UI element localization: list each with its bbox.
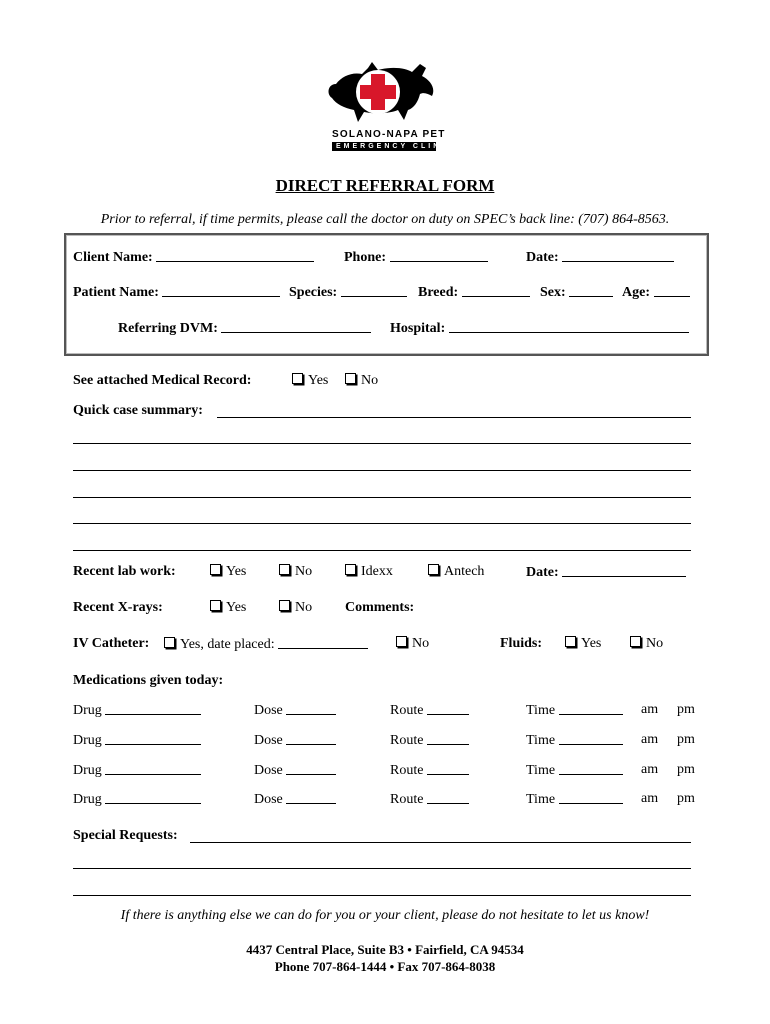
xrays-yes-option[interactable] [210, 600, 246, 616]
dose-field[interactable] [254, 762, 336, 779]
lab-idexx-option[interactable] [345, 564, 393, 580]
sex-label: Sex: [540, 285, 566, 300]
species-field[interactable] [289, 284, 407, 301]
case-summary-line[interactable] [73, 497, 691, 498]
xrays-comments-label: Comments: [345, 600, 415, 615]
route-field[interactable] [390, 732, 469, 749]
iv-no-option[interactable] [396, 636, 429, 652]
patient-name-label: Patient Name: [73, 285, 159, 300]
am-option[interactable]: am [641, 791, 659, 806]
checkbox-icon [630, 636, 641, 647]
dose-label: Dose [254, 763, 283, 778]
checkbox-icon [279, 600, 290, 611]
age-field[interactable] [622, 284, 690, 301]
intro-text: Prior to referral, if time permits, please call the doctor on duty on SPEC’s back line: (707) 864-8563. [100, 212, 670, 227]
referring-dvm-field[interactable] [118, 320, 371, 337]
case-summary-line[interactable] [73, 470, 691, 471]
iv-catheter-label: IV Catheter: [73, 636, 150, 651]
lab-date-field[interactable] [526, 564, 686, 581]
route-label: Route [390, 792, 424, 807]
drug-field[interactable] [73, 791, 201, 808]
phone-label: Phone: [344, 250, 386, 265]
hospital-label: Hospital: [390, 321, 446, 336]
sex-field[interactable] [540, 284, 613, 301]
dose-label: Dose [254, 733, 283, 748]
route-field[interactable] [390, 791, 469, 808]
dose-label: Dose [254, 792, 283, 807]
xrays-no-label: No [295, 600, 313, 615]
lab-antech-option[interactable] [428, 564, 484, 580]
lab-no-option[interactable] [279, 564, 312, 580]
pm-option[interactable]: pm [677, 762, 695, 777]
checkbox-icon [210, 600, 221, 611]
special-requests-label: Special Requests: [73, 828, 178, 843]
special-requests-line[interactable] [190, 842, 691, 843]
footer-address: 4437 Central Place, Suite B3 • Fairfield, CA 94534 [246, 942, 524, 957]
drug-label: Drug [73, 763, 102, 778]
case-summary-line[interactable] [73, 523, 691, 524]
lab-yes-option[interactable] [210, 564, 246, 580]
lab-yes-label: Yes [226, 564, 247, 579]
route-field[interactable] [390, 762, 469, 779]
checkbox-icon [292, 373, 303, 384]
checkbox-icon [345, 564, 356, 575]
logo-line1: SOLANO-NAPA PET [332, 129, 446, 140]
special-requests-line[interactable] [73, 868, 691, 869]
drug-label: Drug [73, 703, 102, 718]
breed-field[interactable] [418, 284, 530, 301]
dog-cross-icon [322, 58, 446, 128]
client-name-field[interactable] [73, 249, 314, 266]
closing-text: If there is anything else we can do for you or your client, please do not hesitate to let us know! [120, 908, 650, 923]
checkbox-icon [210, 564, 221, 575]
time-field[interactable] [526, 702, 623, 719]
species-label: Species: [289, 285, 338, 300]
case-summary-line[interactable] [217, 417, 691, 418]
hospital-field[interactable] [390, 320, 689, 337]
patient-name-field[interactable] [73, 284, 280, 301]
drug-field[interactable] [73, 732, 201, 749]
lab-idexx-label: Idexx [361, 564, 393, 579]
pm-option[interactable]: pm [677, 732, 695, 747]
xrays-label: Recent X-rays: [73, 600, 163, 615]
iv-yes-option[interactable] [164, 636, 368, 653]
drug-label: Drug [73, 792, 102, 807]
time-label: Time [526, 763, 556, 778]
medical-record-yes-label: Yes [308, 373, 329, 388]
time-field[interactable] [526, 762, 623, 779]
dose-field[interactable] [254, 791, 336, 808]
checkbox-icon [565, 636, 576, 647]
iv-catheter-row [73, 636, 149, 652]
time-label: Time [526, 703, 556, 718]
pm-option[interactable]: pm [677, 791, 695, 806]
am-option[interactable]: am [641, 762, 659, 777]
medical-record-no-label: No [361, 373, 379, 388]
medical-record-label: See attached Medical Record: [73, 373, 252, 388]
time-label: Time [526, 733, 556, 748]
fluids-yes-option[interactable] [565, 636, 601, 652]
drug-label: Drug [73, 733, 102, 748]
fluids-no-label: No [646, 636, 664, 651]
form-title: DIRECT REFERRAL FORM [275, 176, 495, 195]
pm-option[interactable]: pm [677, 702, 695, 717]
lab-antech-label: Antech [444, 564, 485, 579]
special-requests-line[interactable] [73, 895, 691, 896]
drug-field[interactable] [73, 702, 201, 719]
fluids-no-option[interactable] [630, 636, 663, 652]
clinic-logo [322, 58, 455, 154]
fluids-yes-label: Yes [581, 636, 602, 651]
checkbox-icon [428, 564, 439, 575]
checkbox-icon [396, 636, 407, 647]
referring-dvm-label: Referring DVM: [118, 321, 218, 336]
checkbox-icon [279, 564, 290, 575]
drug-field[interactable] [73, 762, 201, 779]
lab-work-label: Recent lab work: [73, 564, 176, 579]
footer-contact: Phone 707-864-1444 • Fax 707-864-8038 [274, 959, 496, 974]
client-name-label: Client Name: [73, 250, 153, 265]
xrays-no-option[interactable] [279, 600, 312, 616]
logo-line2: EMERGENCY CLINIC [332, 142, 436, 151]
xrays-yes-label: Yes [226, 600, 247, 615]
time-field[interactable] [526, 732, 623, 749]
medical-record-yes[interactable] [292, 373, 328, 389]
date-field[interactable] [526, 249, 674, 266]
am-option[interactable]: am [641, 732, 659, 747]
phone-field[interactable] [344, 249, 488, 266]
lab-no-label: No [295, 564, 313, 579]
breed-label: Breed: [418, 285, 459, 300]
medical-record-no[interactable] [345, 373, 378, 389]
iv-no-label: No [412, 636, 430, 651]
lab-date-label: Date: [526, 565, 559, 580]
date-label: Date: [526, 250, 559, 265]
case-summary-line[interactable] [73, 550, 691, 551]
fluids-label: Fluids: [500, 636, 543, 651]
medications-label: Medications given today: [73, 673, 224, 688]
dose-label: Dose [254, 703, 283, 718]
route-label: Route [390, 733, 424, 748]
iv-yes-label: Yes, date placed: [180, 637, 275, 652]
dose-field[interactable] [254, 702, 336, 719]
age-label: Age: [622, 285, 650, 300]
time-label: Time [526, 792, 556, 807]
dose-field[interactable] [254, 732, 336, 749]
checkbox-icon [345, 373, 356, 384]
am-option[interactable]: am [641, 702, 659, 717]
route-label: Route [390, 763, 424, 778]
route-field[interactable] [390, 702, 469, 719]
route-label: Route [390, 703, 424, 718]
case-summary-line[interactable] [73, 443, 691, 444]
time-field[interactable] [526, 791, 623, 808]
checkbox-icon [164, 637, 175, 648]
case-summary-label: Quick case summary: [73, 403, 203, 418]
